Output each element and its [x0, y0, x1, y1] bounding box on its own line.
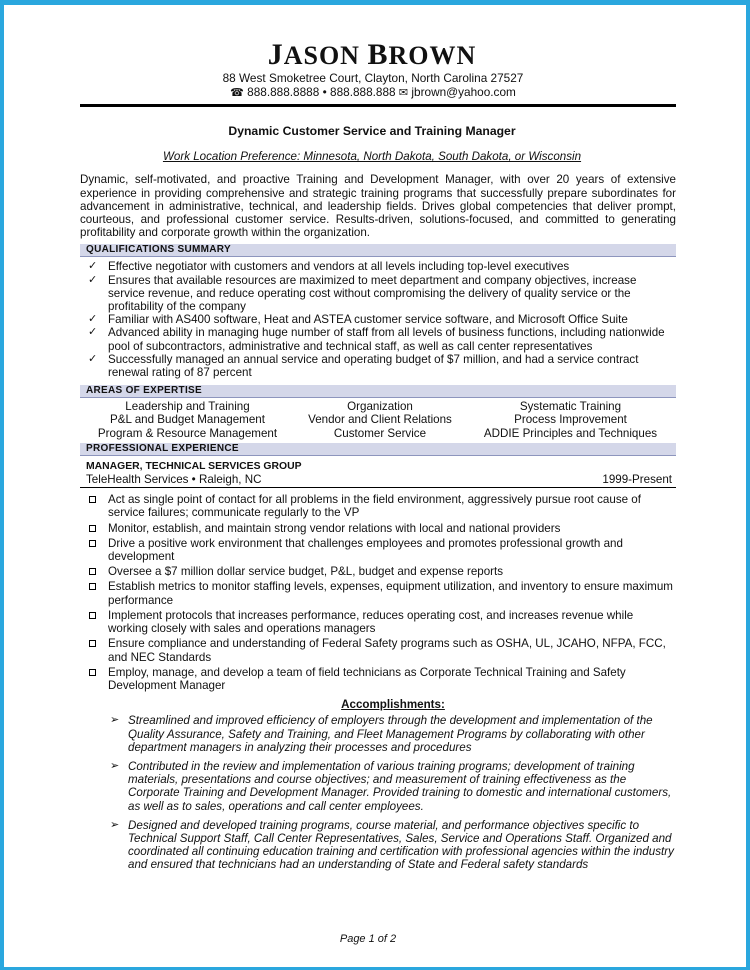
- expertise-item: Vendor and Client Relations: [308, 413, 452, 427]
- list-item: Ensure compliance and understanding of Federal Safety programs such as OSHA, UL, JCAHO, NFPA, FCC, and NEC Standards: [80, 637, 676, 663]
- list-item: Oversee a $7 million dollar service budget, P&L, budget and expense reports: [80, 565, 676, 578]
- list-item: ✓ Ensures that available resources are maximized to meet department and company objectives, increase service revenue, and reduce operating cost without compromising the delivery of quality service or the profitability of the company: [88, 273, 637, 314]
- job-dates: 1999-Present: [602, 473, 672, 487]
- objective-title: Dynamic Customer Service and Training Manager: [228, 124, 516, 138]
- list-item: Employ, manage, and develop a team of field technicians as Corporate Technical Training and Safety Development Manager: [80, 666, 676, 692]
- expertise-column: [465, 400, 676, 440]
- separator: •: [322, 85, 327, 99]
- section-heading-expertise: AREAS OF EXPERTISE: [80, 385, 676, 398]
- checkmark-icon: ✓: [88, 352, 98, 365]
- list-item: Establish metrics to monitor staffing levels, expenses, equipment utilization, and inventory to ensure maximum performance: [80, 580, 676, 606]
- header-rule: [80, 104, 676, 107]
- expertise-item: Leadership and Training: [125, 400, 250, 414]
- candidate-name: JASON BROWN: [267, 38, 477, 71]
- square-bullet-icon: [89, 568, 96, 575]
- expertise-item: ADDIE Principles and Techniques: [483, 426, 658, 440]
- expertise-item: Customer Service: [333, 426, 427, 440]
- checkmark-icon: ✓: [88, 273, 98, 286]
- list-item: Drive a positive work environment that challenges employees and promotes professional growth and development: [80, 537, 676, 563]
- expertise-item: Organization: [347, 400, 413, 414]
- checkmark-icon: ✓: [88, 260, 98, 273]
- list-item: ✓ Effective negotiator with customers and vendors at all levels including top-level executives: [88, 260, 570, 274]
- accomplishments-heading: Accomplishments:: [341, 698, 445, 712]
- expertise-grid: [80, 400, 676, 440]
- accomplishments-list: [80, 714, 676, 871]
- square-bullet-icon: [89, 669, 96, 676]
- address-line: 88 West Smoketree Court, Clayton, North Carolina 27527: [222, 71, 524, 85]
- square-bullet-icon: [89, 540, 96, 547]
- list-item: ➢ Streamlined and improved efficiency of employers through the development and implementation of the Quality Assurance, Safety and Training, and Fleet Management Programs by collaborating with other department managers in analyzing their processes and procedures: [110, 714, 653, 754]
- arrow-bullet-icon: ➢: [110, 818, 120, 831]
- profile-summary: Dynamic, self-motivated, and proactive Training and Development Manager, with over 20 years of extensive experience in providing comprehensive and strategic training programs that successfully prepare subordinates for advancement in administrative, technical, and leadership fields. Drives global competencies that deliver prompt, courteous, and professional customer service. Results-driven, solutions-focused, and committed to generating profitability and corporate growth within the organization.: [80, 173, 676, 240]
- list-item: ✓ Advanced ability in managing huge number of staff from all levels of business functions, including nationwide pool of subcontractors, administrative and technical staff, as well as call center representatives: [88, 326, 665, 353]
- email: jbrown@yahoo.com: [411, 85, 516, 99]
- arrow-bullet-icon: ➢: [110, 759, 120, 772]
- phone-primary: 888.888.8888: [247, 85, 320, 99]
- job-company-line: [80, 473, 676, 486]
- page-number: Page 1 of 2: [339, 933, 397, 945]
- expertise-column: [80, 400, 295, 440]
- list-item: Implement protocols that increases performance, reduces operating cost, and increases revenue while working closely with sales and operations managers: [80, 609, 676, 635]
- square-bullet-icon: [89, 525, 96, 532]
- work-preference: Work Location Preference: Minnesota, North Dakota, South Dakota, or Wisconsin: [162, 150, 582, 164]
- checkmark-icon: ✓: [88, 313, 98, 326]
- square-bullet-icon: [89, 496, 96, 503]
- list-item: ✓ Familiar with AS400 software, Heat and ASTEA customer service software, and Microsoft Office Suite: [88, 313, 628, 327]
- list-item: Act as single point of contact for all problems in the field environment, aggressively pursue root cause of service failures; communicate regularly to the VP: [80, 493, 676, 519]
- expertise-item: Systematic Training: [519, 400, 622, 414]
- checkmark-icon: ✓: [88, 326, 98, 339]
- contact-line: [70, 85, 676, 100]
- list-item: ✓ Successfully managed an annual service and operating budget of $7 million, and had a service contract renewal rating of 87 percent: [88, 352, 639, 380]
- expertise-item: P&L and Budget Management: [110, 413, 265, 427]
- resume-page: [80, 38, 676, 945]
- qualifications-list: [80, 260, 676, 379]
- list-item: Monitor, establish, and maintain strong vendor relations with local and national providers: [80, 522, 676, 535]
- section-heading-qualifications: QUALIFICATIONS SUMMARY: [80, 244, 676, 257]
- expertise-item: Program & Resource Management: [97, 426, 278, 440]
- arrow-bullet-icon: ➢: [110, 714, 120, 727]
- envelope-icon: ✉: [398, 87, 409, 99]
- phone-secondary: 888.888.888: [330, 85, 396, 99]
- square-bullet-icon: [89, 583, 96, 590]
- job-rule: [80, 487, 676, 488]
- expertise-item: Process Improvement: [514, 413, 627, 427]
- company: TeleHealth Services • Raleigh, NC: [86, 473, 262, 487]
- duties-list: [80, 493, 676, 692]
- section-heading-experience: PROFESSIONAL EXPERIENCE: [80, 443, 676, 456]
- job-title: MANAGER, TECHNICAL SERVICES GROUP: [86, 460, 302, 472]
- expertise-column: [295, 400, 465, 440]
- list-item: ➢ Contributed in the review and implementation of various training programs; development of training materials, presentations and course objectives; and measurement of training effectiveness as the Corporate Training and Development Manager. Provided training to domestic and international customers, as well as to sales, operations and call center employees.: [110, 759, 672, 813]
- telephone-icon: ☎: [230, 87, 244, 99]
- square-bullet-icon: [89, 640, 96, 647]
- square-bullet-icon: [89, 612, 96, 619]
- list-item: ➢ Designed and developed training programs, course material, and performance objectives specific to Technical Support Staff, Call Center Representatives, Sales, Service and Operations Staff. Organized and coordinated all continuing education training and certification with professional agencies within the industry and ensured that technicians had an understanding of State and Federal safety standards: [110, 818, 674, 872]
